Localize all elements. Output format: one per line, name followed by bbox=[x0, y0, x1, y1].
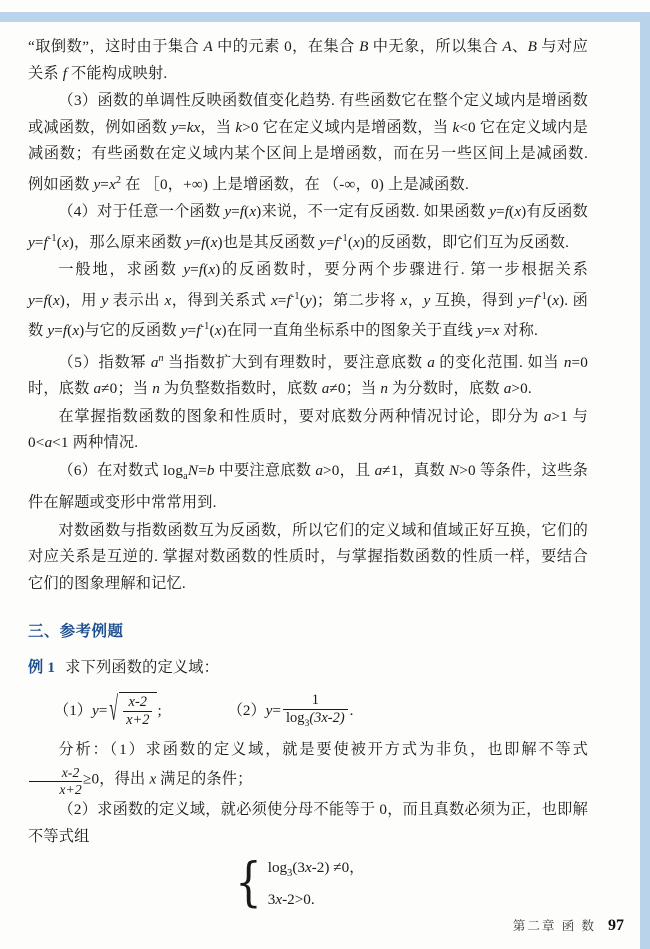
paragraph-analysis-2: （2）求函数的定义域，就必须使分母不能等于 0，而且真数必须为正，也即解不等式组 bbox=[28, 801, 588, 845]
formula-1: （1） y = √ $\frac{x-2}{x+2}$ ; bbox=[54, 691, 162, 729]
paragraph-analysis-1: 分析：（1）求函数的定义域，就是要使被开方式为非负，也即解不等式 $\frac{x-2}{x+2}$ ≥0，得出 x 满足的条件； bbox=[28, 737, 588, 796]
paragraph-item-3: （3）函数的单调性反映函数值变化趋势. 有些函数它在整个定义域内是增函数或减函数，例如函数 y=kx，当 k>0 它在定义域内是增函数，当 k<0 它在定义域内是减函数；有些函数在定义域内某个区间上是增函数，而在另一些区间上是减函数. 例如函数 $y=x^2$ 在 ［0，+∞) 上是增函数，在 （-∞，0) 上是减函数. bbox=[28, 92, 589, 193]
right-decorative-rule bbox=[640, 12, 650, 949]
formula-1-number: （1） bbox=[54, 701, 92, 719]
formula-2: （2） y = $\frac{1}{\log_3(3x-2)}$ . bbox=[227, 691, 354, 729]
paragraph-item-4: （4）对于任意一个函数 y=f(x)来说，不一定有反函数. 如果函数 y=f(x)有反函数 $y=f^{-1}(x)$，那么原来函数 y=f(x)也是其反函数 $y=f^{-1}(x)$的反函数，即它们互为反函数. bbox=[28, 203, 588, 251]
paragraph-item-6: （6）在对数式 $\log_aN=b$ 中要注意底数 a>0，且 a≠1，真数 N>0 等条件，这些条件在解题或变形中常常用到. bbox=[28, 461, 588, 512]
formula-2-number: （2） bbox=[227, 701, 266, 719]
paragraph-exp-discussion: 在掌握指数函数的图象和性质时，要对底数分两种情况讨论，即分为 a>1 与 0<a<1 两种情况. bbox=[28, 407, 588, 452]
left-brace: { bbox=[234, 852, 262, 913]
top-decorative-rule bbox=[0, 12, 650, 22]
page-body bbox=[28, 34, 589, 913]
example-formula-row bbox=[28, 692, 588, 729]
example-label: 例 1 bbox=[28, 659, 56, 677]
section-title: 三、参考例题 bbox=[28, 623, 124, 641]
system-line-1: $\log_3(3x-2) \ne 0$， bbox=[267, 859, 365, 880]
example-heading bbox=[28, 655, 588, 682]
example-prompt: 求下列函数的定义域： bbox=[65, 659, 220, 677]
paragraph-intro: “取倒数”，这时由于集合 A 中的元素 0，在集合 B 中无象，所以集合 A、B 与对应关系 f 不能构成映射. bbox=[28, 38, 588, 82]
paragraph-log-exp-inverse: 对数函数与指数函数互为反函数，所以它们的定义域和值域正好互换，它们的对应关系是互逆的. 掌握对数函数的性质时，与掌握指数函数的性质一样，要结合它们的图象理解和记忆. bbox=[28, 521, 588, 592]
paragraph-inverse-steps: 一般地，求函数 y=f(x)的反函数时，要分两个步骤进行. 第一步根据关系 y=f(x)，用 y 表示出 x，得到关系式 $x=f^{-1}(y)$；第二步将 x，y 互换，得到 $y=f^{-1}(x)$. 函数 y=f(x)与它的反函数 $y=f^{-1}(x)$在同一直角坐标系中的图象关于直线 y=x 对称. bbox=[28, 261, 589, 340]
paragraph-item-5: （5）指数幂 $a^n$ 当指数扩大到有理数时，要注意底数 a 的变化范围. 如当 n=0 时，底数 a≠0；当 n 为负整数指数时，底数 a≠0；当 n 为分数时，底数 a>0. bbox=[28, 352, 588, 398]
footer-chapter: 第二章 函 数 bbox=[512, 919, 596, 933]
page-footer bbox=[0, 909, 650, 935]
page-number: 97 bbox=[608, 917, 624, 934]
system-line-2: 3x-2>0. bbox=[267, 891, 315, 909]
inequality-system bbox=[28, 852, 588, 913]
